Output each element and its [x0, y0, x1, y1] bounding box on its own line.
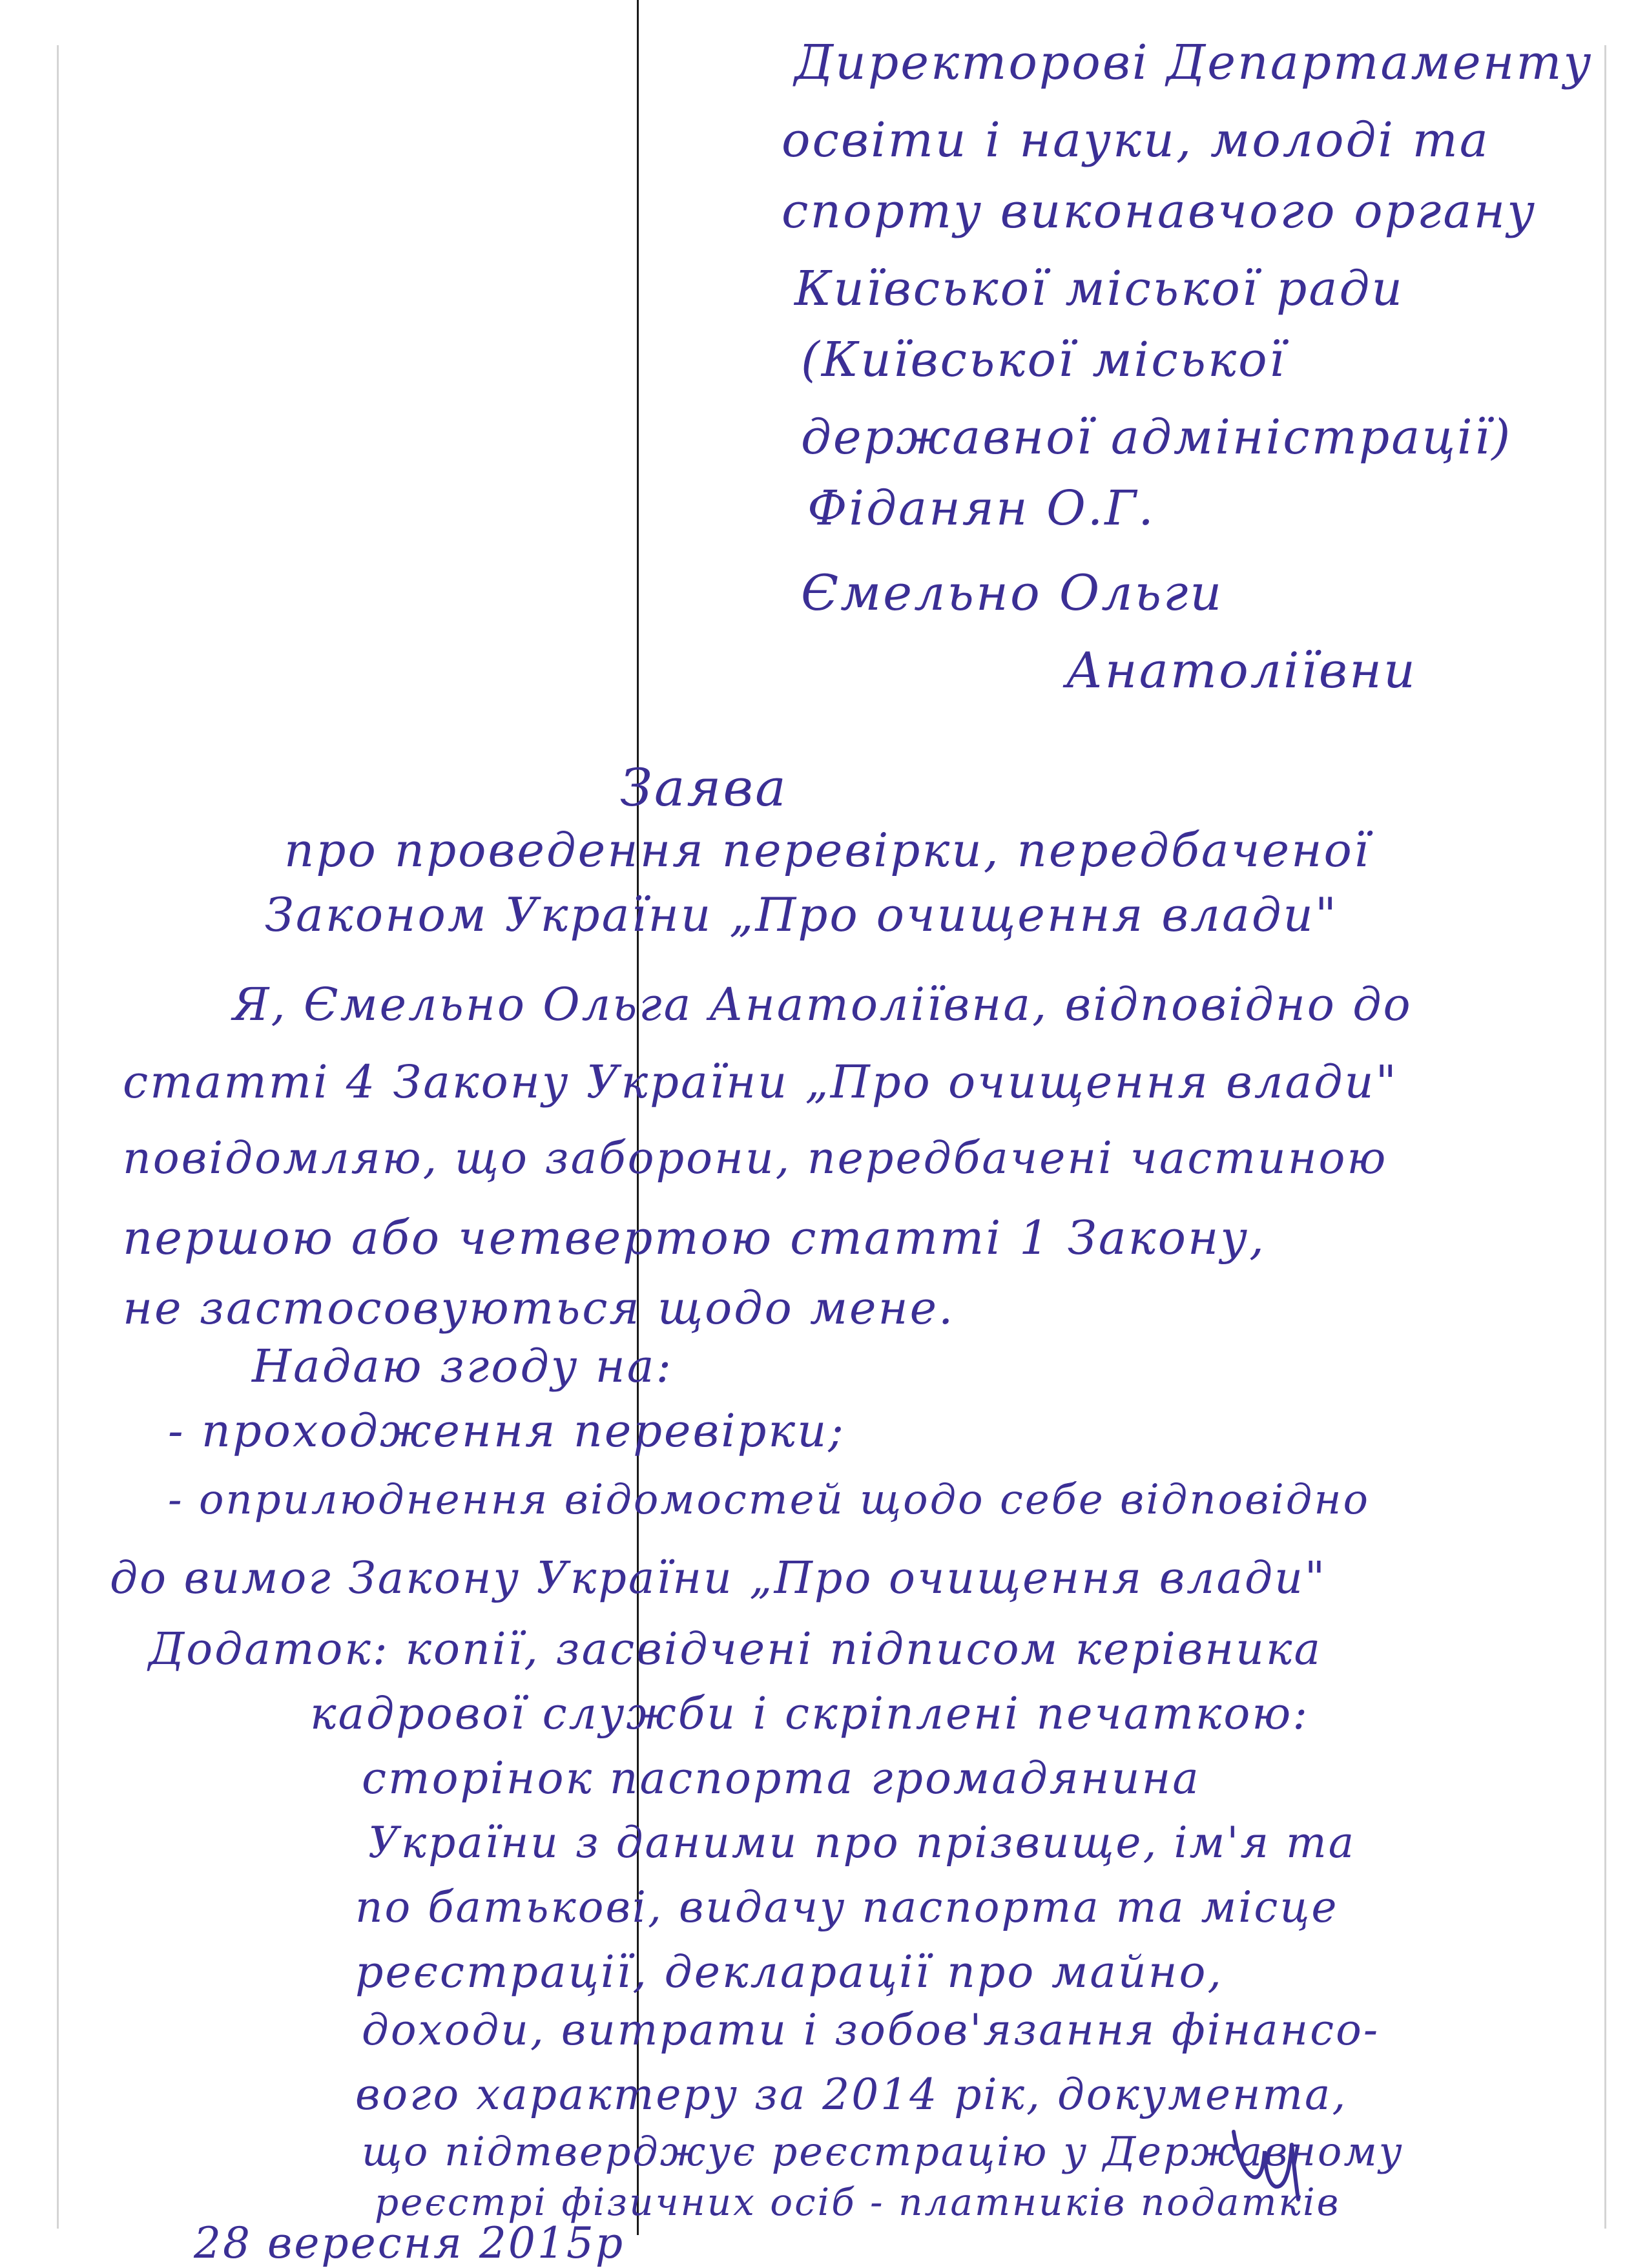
addressee-line: спорту виконавчого органу — [782, 183, 1537, 239]
addressee-line: (Київської міської — [801, 332, 1287, 388]
title-heading: Заява — [620, 758, 788, 818]
body-line: Надаю згоду на: — [252, 1340, 674, 1393]
body-line: реєстрі фізичних осіб - платників податків — [375, 2180, 1341, 2224]
title-subtitle-line: Законом України „Про очищення влади" — [265, 888, 1339, 942]
body-line: повідомляю, що заборони, передбачені частиною — [123, 1133, 1388, 1184]
body-line: Я, Ємельно Ольга Анатоліївна, відповідно до — [233, 978, 1413, 1031]
body-line: вого характеру за 2014 рік, документа, — [355, 2070, 1348, 2119]
body-line: реєстрації, декларації про майно, — [355, 1947, 1224, 1998]
addressee-line: Фіданян О.Г. — [807, 481, 1155, 536]
body-line: не застосовуються щодо мене. — [123, 1282, 955, 1335]
applicant-line: Анатоліївни — [1066, 641, 1417, 699]
body-line: статті 4 Закону України „Про очищення влади" — [123, 1056, 1398, 1108]
addressee-line: державної адміністрації) — [801, 410, 1513, 465]
body-line: кадрової служби і скріплені печаткою: — [310, 1689, 1310, 1740]
body-line: України з даними про прізвище, ім'я та — [368, 1818, 1356, 1867]
right-margin-line — [1604, 45, 1606, 2229]
left-margin-line — [57, 45, 59, 2229]
body-line: сторінок паспорта громадянина — [362, 1753, 1201, 1804]
applicant-line: Ємельно Ольги — [801, 564, 1224, 621]
title-subtitle-line: про проведення перевірки, передбаченої — [284, 823, 1371, 877]
addressee-line: Директорові Департаменту — [794, 35, 1593, 90]
body-line: Додаток: копії, засвідчені підписом керівника — [149, 1624, 1323, 1675]
body-line: доходи, витрати і зобов'язання фінансо- — [362, 2005, 1380, 2055]
addressee-line: Київської міської ради — [794, 261, 1405, 317]
document-date: 28 вересня 2015р — [194, 2218, 625, 2268]
signature — [1227, 2106, 1311, 2203]
body-line: що підтверджує реєстрацію у Державному — [362, 2128, 1404, 2175]
body-line: по батькові, видачу паспорта та місце — [355, 1882, 1339, 1932]
body-line: - проходження перевірки; — [168, 1404, 845, 1457]
addressee-line: освіти і науки, молоді та — [782, 112, 1490, 168]
body-line: до вимог Закону України „Про очищення влади" — [110, 1553, 1327, 1604]
body-line: - оприлюднення відомостей щодо себе відповідно — [168, 1476, 1371, 1524]
body-line: першою або четвертою статті 1 Закону, — [123, 1211, 1267, 1265]
